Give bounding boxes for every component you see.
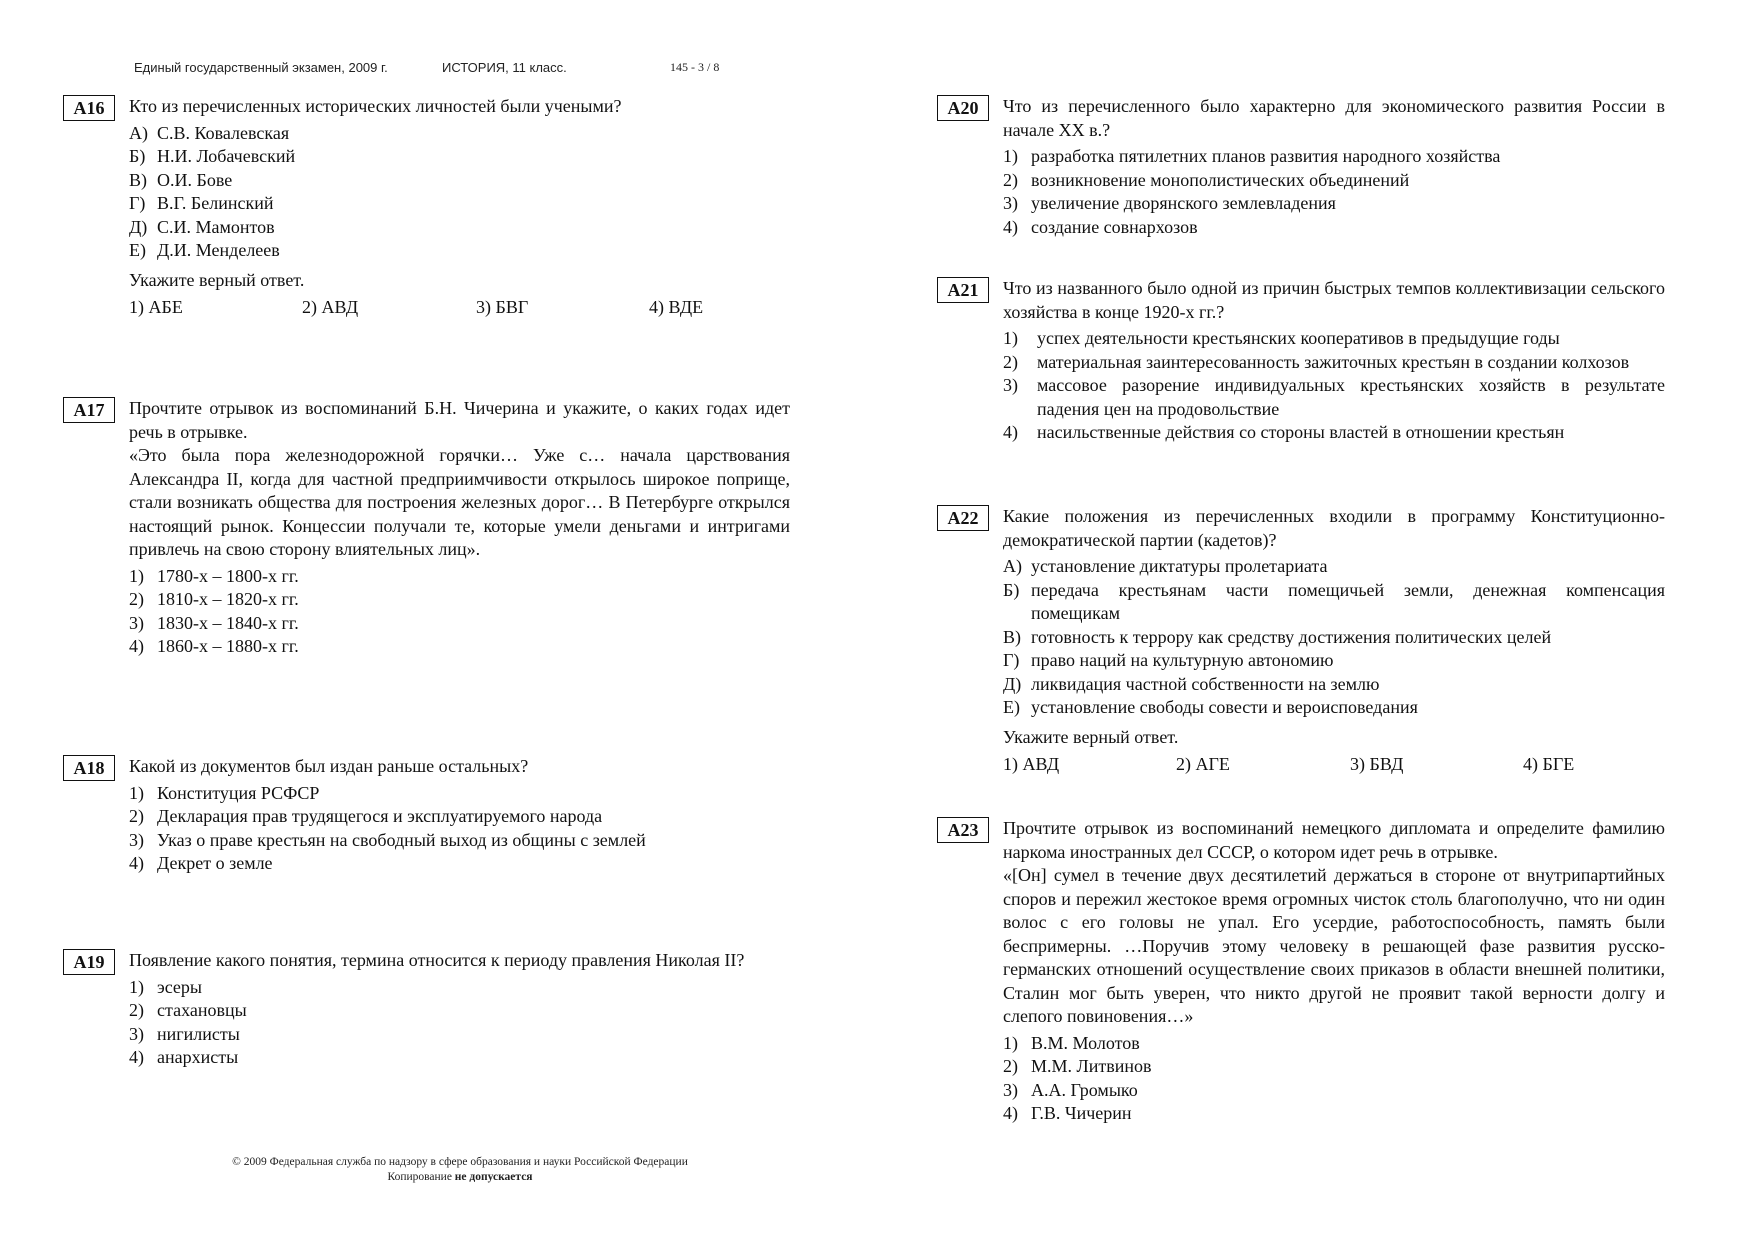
task-label: A17 [63, 397, 115, 423]
question-text: Что из перечисленного было характерно для экономического развития России в начале XX в.? [1003, 96, 1665, 140]
option-item: 3) массовое разорение индивидуальных крестьянских хозяйств в результате падения цен на продовольствие [1003, 375, 1665, 419]
option-item: Г) право наций на культурную автономию [1003, 650, 1334, 670]
option-item: 4) анархисты [129, 1047, 239, 1067]
option-item: 3) 1830-х – 1840-х гг. [129, 612, 299, 633]
option-item: Б) Н.И. Лобачевский [129, 146, 296, 166]
option-item: 1) разработка пятилетних планов развития народного хозяйства [1003, 146, 1501, 166]
answer-choice: 1) АБЕ [129, 297, 183, 317]
option-item: 4) насильственные действия со стороны властей в отношении крестьян [1003, 422, 1565, 442]
quote-passage: «[Он] сумел в течение двух десятилетий держаться в стороне от внутрипартийных споров и пережил жестокое время огромных чисток столь благополучно, что ни один волос с его головы не упал. Его усердие, работоспособность, память были беспримерны. …Поручив этому человеку в решающей фазе развития русско-германских отношений осуществление своих приказов в области внешней политики, Сталин мог быть уверен, что никто другой не проявит такой верности долгу и слепого повиновения…» [1003, 865, 1665, 1026]
answer-choice: 3) БВД [1350, 754, 1404, 774]
option-item: 3) нигилисты [129, 1023, 240, 1044]
option-item: 3) увеличение дворянского землевладения [1003, 193, 1336, 213]
option-item: 3) Указ о праве крестьян на свободный выход из общины с землей [129, 829, 646, 850]
option-item: В) готовность к террору как средству достижения политических целей [1003, 626, 1552, 647]
copyright-footer [190, 1155, 730, 1185]
option-item: 4) создание совнархозов [1003, 216, 1198, 237]
option-item: 2) М.М. Литвинов [1003, 1056, 1152, 1076]
option-item: 1) В.М. Молотов [1003, 1032, 1140, 1053]
option-item: 4) Декрет о земле [129, 853, 273, 873]
option-item: 3) А.А. Громыко [1003, 1079, 1138, 1100]
copy-notice: Копирование не допускается [387, 1171, 533, 1183]
page-number: 145 - 3 / 8 [670, 60, 720, 74]
task-label: A23 [937, 817, 989, 843]
copyright-line: © 2009 Федеральная служба по надзору в сфере образования и науки Российской Федерации [232, 1156, 688, 1168]
question-text: Появление какого понятия, термина относится к периоду правления Николая II? [129, 950, 745, 970]
option-item: Д) ликвидация частной собственности на землю [1003, 673, 1380, 694]
answer-choice: 2) АВД [302, 297, 359, 317]
quote-passage: «Это была пора железнодорожной горячки… Уже с… начала царствования Александра II, когда для частной предприимчивости открылось широкое поприще, стали возникать общества для построения железных дорог… В Петербурге открылся настоящий рынок. Концессии получали те, которые умели деньгами и интригами привлечь на свою сторону влиятельных лиц». [129, 445, 790, 559]
subject-title: ИСТОРИЯ, 11 класс. [442, 60, 567, 75]
question-text: Кто из перечисленных исторических личностей были учеными? [129, 96, 622, 116]
option-item: 2) возникновение монополистических объединений [1003, 169, 1410, 190]
question-text: Прочтите отрывок из воспоминаний немецкого дипломата и определите фамилию наркома иностранных дел СССР, о котором идет речь в отрывке. [1003, 818, 1665, 862]
answer-prompt: Укажите верный ответ. [129, 269, 305, 290]
option-item: В) О.И. Бове [129, 169, 233, 190]
task-label: A22 [937, 505, 989, 531]
option-item: А) С.В. Ковалевская [129, 122, 290, 143]
question-text: Прочтите отрывок из воспоминаний Б.Н. Чичерина и укажите, о каких годах идет речь в отрывке. [129, 398, 790, 442]
option-item: 2) материальная заинтересованность зажиточных крестьян в создании колхозов [1003, 351, 1630, 372]
task-label: A20 [937, 95, 989, 121]
answer-choice: 4) ВДЕ [649, 297, 704, 317]
option-list [1003, 145, 1665, 239]
option-item: 1) Конституция РСФСР [129, 782, 320, 803]
option-item: 2) Декларация прав трудящегося и эксплуатируемого народа [129, 806, 603, 826]
exam-title: Единый государственный экзамен, 2009 г. [134, 60, 388, 75]
option-item: А) установление диктатуры пролетариата [1003, 556, 1328, 576]
option-item: 1) 1780-х – 1800-х гг. [129, 565, 299, 586]
answer-choice: 2) АГЕ [1176, 754, 1230, 774]
option-item: 1) успех деятельности крестьянских кооперативов в предыдущие годы [1003, 328, 1560, 348]
option-item: Е) установление свободы совести и вероисповедания [1003, 697, 1418, 717]
question-text: Какие положения из перечисленных входили в программу Конституционно-демократической партии (кадетов)? [1003, 506, 1665, 550]
option-item: 4) Г.В. Чичерин [1003, 1103, 1132, 1123]
option-item: 1) эсеры [129, 976, 203, 997]
option-list [129, 565, 790, 659]
task-label: A18 [63, 755, 115, 781]
option-item: Б) передача крестьянам части помещичьей земли, денежная компенсация помещикам [1003, 579, 1665, 623]
option-item: Г) В.Г. Белинский [129, 193, 274, 213]
option-list [129, 122, 790, 263]
option-item: Е) Д.И. Менделеев [129, 240, 280, 260]
option-list [1003, 327, 1665, 445]
answer-prompt: Укажите верный ответ. [1003, 726, 1179, 747]
option-list [129, 976, 790, 1070]
task-label: A21 [937, 277, 989, 303]
answer-row [1003, 753, 1665, 779]
question-text: Что из названного было одной из причин быстрых темпов коллективизации сельского хозяйства в конце 1920-х гг.? [1003, 278, 1665, 322]
task-label: A19 [63, 949, 115, 975]
option-item: 2) 1810-х – 1820-х гг. [129, 589, 299, 609]
option-item: 4) 1860-х – 1880-х гг. [129, 636, 299, 656]
answer-choice: 3) БВГ [476, 297, 529, 317]
option-list [129, 782, 790, 876]
option-item: Д) С.И. Мамонтов [129, 216, 275, 237]
answer-choice: 4) БГЕ [1523, 754, 1575, 774]
task-label: A16 [63, 95, 115, 121]
answer-choice: 1) АВД [1003, 754, 1060, 774]
option-list [1003, 1032, 1665, 1126]
question-text: Какой из документов был издан раньше остальных? [129, 756, 529, 776]
option-item: 2) стахановцы [129, 1000, 247, 1020]
answer-row [129, 296, 790, 322]
option-list [1003, 555, 1665, 720]
